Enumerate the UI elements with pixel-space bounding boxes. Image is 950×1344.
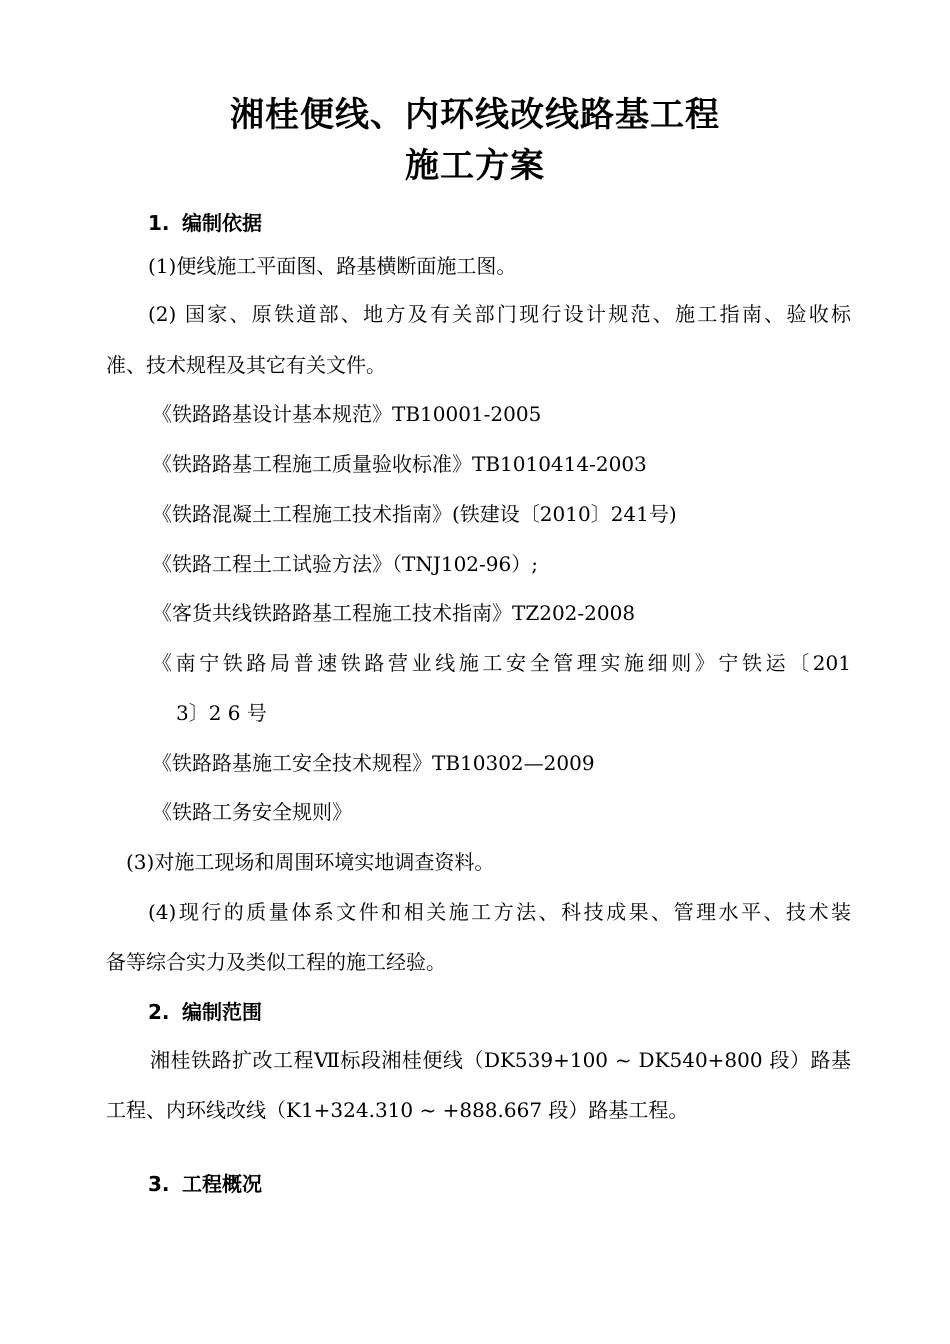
section3-heading	[148, 1170, 262, 1198]
section1-title: 编制依据	[182, 211, 262, 235]
basis-item-2-line2: 准、技术规程及其它有关文件。	[106, 353, 386, 377]
basis-item-4-line1: (4)现行的质量体系文件和相关施工方法、科技成果、管理水平、技术装	[148, 900, 851, 924]
scope-text-line2: 工程、内环线改线（K1+324.310 ~ +888.667 段）路基工程。	[106, 1098, 689, 1122]
section1-heading	[148, 209, 262, 237]
reference-item-6-line1: 《南宁铁路局普速铁路营业线施工安全管理实施细则》宁铁运〔201	[152, 651, 851, 675]
basis-item-3: (3)对施工现场和周围环境实地调查资料。	[126, 850, 495, 874]
reference-item: 《铁路工务安全规则》	[152, 800, 352, 824]
basis-item-4-line2: 备等综合实力及类似工程的施工经验。	[106, 950, 446, 974]
document-title-line2: 施工方案	[405, 146, 545, 186]
section3-number: 3.	[148, 1172, 170, 1196]
document-title-line1: 湘桂便线、内环线改线路基工程	[230, 95, 720, 135]
section2-title: 编制范围	[182, 1000, 262, 1024]
section2-number: 2.	[148, 1000, 170, 1024]
section2-heading	[148, 998, 262, 1026]
basis-item-2-line1: (2) 国家、原铁道部、地方及有关部门现行设计规范、施工指南、验收标	[148, 302, 851, 326]
scope-text-line1: 湘桂铁路扩改工程Ⅶ标段湘桂便线（DK539+100 ~ DK540+800 段）路基	[150, 1048, 851, 1072]
reference-item: 《客货共线铁路路基工程施工技术指南》TZ202-2008	[152, 601, 636, 625]
basis-item-1: (1)便线施工平面图、路基横断面施工图。	[148, 254, 517, 278]
section1-number: 1.	[148, 211, 170, 235]
reference-item-6-line2: 3〕2 6 号	[176, 701, 267, 725]
reference-item: 《铁路路基施工安全技术规程》TB10302—2009	[152, 751, 595, 775]
reference-item: 《铁路路基工程施工质量验收标准》TB1010414-2003	[152, 452, 647, 476]
reference-item: 《铁路混凝土工程施工技术指南》(铁建设〔2010〕241号)	[152, 502, 677, 526]
reference-item: 《铁路路基设计基本规范》TB10001-2005	[152, 402, 542, 426]
reference-item: 《铁路工程土工试验方法》（TNJ102-96）;	[152, 552, 538, 576]
section3-title: 工程概况	[182, 1172, 262, 1196]
